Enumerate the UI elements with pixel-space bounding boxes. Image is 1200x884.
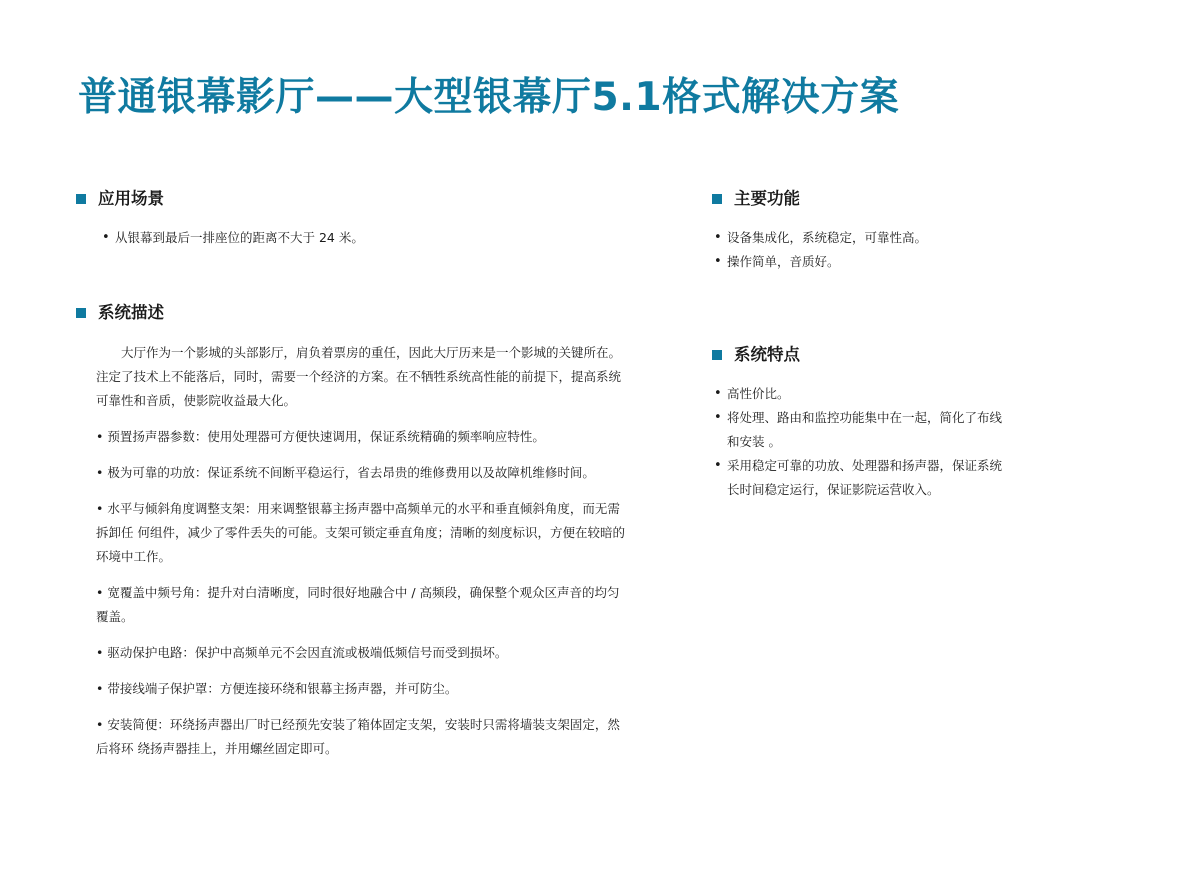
functions-section xyxy=(712,187,1032,274)
description-heading xyxy=(76,301,636,325)
usage-section xyxy=(76,187,636,250)
square-bullet-icon xyxy=(76,308,86,318)
features-item: • 将处理、路由和监控功能集中在一起，简化了布线和安装 。 xyxy=(714,406,1014,454)
features-item: • 高性价比。 xyxy=(714,382,1014,406)
functions-heading-text: 主要功能 xyxy=(734,189,800,208)
features-list xyxy=(714,382,1014,502)
functions-item: • 设备集成化，系统稳定，可靠性高。 xyxy=(714,226,1032,250)
usage-heading xyxy=(76,187,636,211)
functions-item: • 操作简单，音质好。 xyxy=(714,250,1032,274)
usage-item: • 从银幕到最后一排座位的距离不大于 24 米。 xyxy=(102,226,636,250)
square-bullet-icon xyxy=(712,350,722,360)
square-bullet-icon xyxy=(76,194,86,204)
functions-list xyxy=(714,226,1032,274)
usage-list xyxy=(102,226,636,250)
functions-heading xyxy=(712,187,1032,211)
feature-paragraph: • 安装简便：环绕扬声器出厂时已经预先安装了箱体固定支架，安装时只需将墙装支架固定，然后将环 绕扬声器挂上，并用螺丝固定即可。 xyxy=(96,717,620,756)
features-item: • 采用稳定可靠的功放、处理器和扬声器，保证系统长时间稳定运行，保证影院运营收入。 xyxy=(714,454,1014,502)
features-heading-text: 系统特点 xyxy=(734,345,800,364)
square-bullet-icon xyxy=(712,194,722,204)
feature-paragraph: • 极为可靠的功放：保证系统不间断平稳运行，省去昂贵的维修费用以及故障机维修时间。 xyxy=(96,465,595,480)
feature-paragraph: • 带接线端子保护罩：方便连接环绕和银幕主扬声器，并可防尘。 xyxy=(96,681,458,696)
feature-paragraph: • 水平与倾斜角度调整支架：用来调整银幕主扬声器中高频单元的水平和垂直倾斜角度，而无需拆卸任 何组件，减少了零件丢失的可能。支架可锁定垂直角度；清晰的刻度标识，方便在较暗的环境中工作。 xyxy=(96,501,625,564)
description-section xyxy=(76,301,636,325)
feature-paragraph: • 驱动保护电路：保护中高频单元不会因直流或极端低频信号而受到损坏。 xyxy=(96,645,508,660)
usage-heading-text: 应用场景 xyxy=(98,189,164,208)
feature-paragraph: • 预置扬声器参数：使用处理器可方便快速调用，保证系统精确的频率响应特性。 xyxy=(96,429,545,444)
description-body xyxy=(96,341,631,761)
feature-paragraph: • 宽覆盖中频号角：提升对白清晰度，同时很好地融合中 / 高频段，确保整个观众区声音的均匀覆盖。 xyxy=(96,585,620,624)
page-title: 普通银幕影厅——大型银幕厅5.1格式解决方案 xyxy=(78,75,900,120)
description-heading-text: 系统描述 xyxy=(98,303,164,322)
description-intro: 大厅作为一个影城的头部影厅，肩负着票房的重任，因此大厅历来是一个影城的关键所在。注定了技术上不能落后，同时，需要一个经济的方案。在不牺牲系统高性能的前提下，提高系统可靠性和音质，使影院收益最大化。 xyxy=(96,345,622,408)
features-section xyxy=(712,343,1032,502)
features-heading xyxy=(712,343,1032,367)
